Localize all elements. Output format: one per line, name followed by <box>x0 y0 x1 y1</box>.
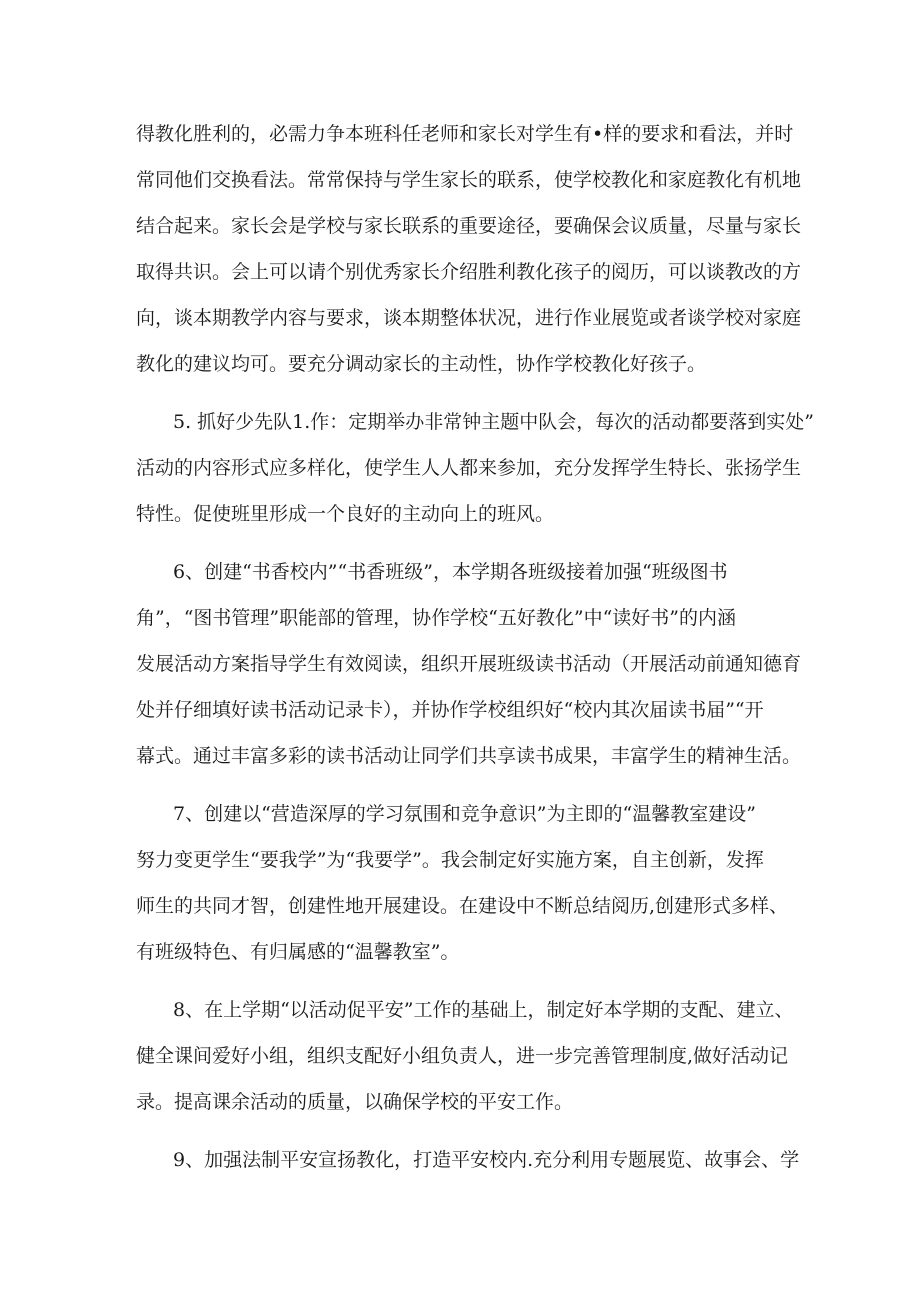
text-line: 9、加强法制平安宣扬教化，打造平安校内.充分利用专题展览、故事会、学 <box>173 1149 800 1171</box>
text-line: 结合起来。家长会是学校与家长联系的重要途径，要确保会议质量，尽量与家长 <box>136 215 802 237</box>
text-line: 6、创建“书香校内”“书香班级”，本学期各班级接着加强“班级图书 <box>173 561 728 583</box>
text-line: 角”，“图书管理”职能部的管理，协作学校“五好教化”中“读好书”的内涵 <box>136 607 736 629</box>
text-line: 活动的内容形式应多样化，使学生人人都来参加，充分发挥学生特长、张扬学生 <box>136 457 802 479</box>
text-line: 录。提高课余活动的质量，以确保学校的平安工作。 <box>136 1091 574 1113</box>
text-line: 有班级特色、有归属感的“温馨教室”。 <box>136 941 460 963</box>
text-line: 师生的共同才智，创建性地开展建设。在建设中不断总结阅历,创建形式多样、 <box>136 895 789 917</box>
text-line: 健全课间爱好小组，组织支配好小组负责人，进一步完善管理制度,做好活动记 <box>136 1045 789 1067</box>
text-line: 向，谈本期教学内容与要求，谈本期整体状况，进行作业展览或者谈学校对家庭 <box>136 307 802 329</box>
text-line: 取得共识。会上可以请个别优秀家长介绍胜利教化孩子的阅历，可以谈教改的方 <box>136 261 802 283</box>
text-line: 得教化胜利的，必需力争本班科任老师和家长对学生有•样的要求和看法，并时 <box>136 123 794 145</box>
text-line: 特性。促使班里形成一个良好的主动向上的班风。 <box>136 503 555 525</box>
text-line: 处并仔细填好读书活动记录卡），并协作学校组织好“校内其次届读书届”“开 <box>136 699 764 721</box>
text-line: 发展活动方案指导学生有效阅读，组织开展班级读书活动（开展活动前通知德育 <box>136 653 802 675</box>
text-line: 幕式。通过丰富多彩的读书活动让同学们共享读书成果，丰富学生的精神生活。 <box>136 745 802 767</box>
text-line: 7、创建以“营造深厚的学习氛围和竞争意识”为主即的“温馨教室建设” <box>173 803 756 825</box>
text-line: 8、在上学期“以活动促平安”工作的基础上，制定好本学期的支配、建立、 <box>173 999 794 1021</box>
text-line: 努力变更学生“要我学”为“我要学”。我会制定好实施方案，自主创新，发挥 <box>136 849 764 871</box>
text-line: 5. 抓好少先队1.作：定期举办非常钟主题中队会，每次的活动都要落到实处” <box>173 411 815 433</box>
text-line: 常同他们交换看法。常常保持与学生家长的联系，使学校教化和家庭教化有机地 <box>136 169 802 191</box>
text-line: 教化的建议均可。要充分调动家长的主动性，协作学校教化好孩子。 <box>136 353 707 375</box>
